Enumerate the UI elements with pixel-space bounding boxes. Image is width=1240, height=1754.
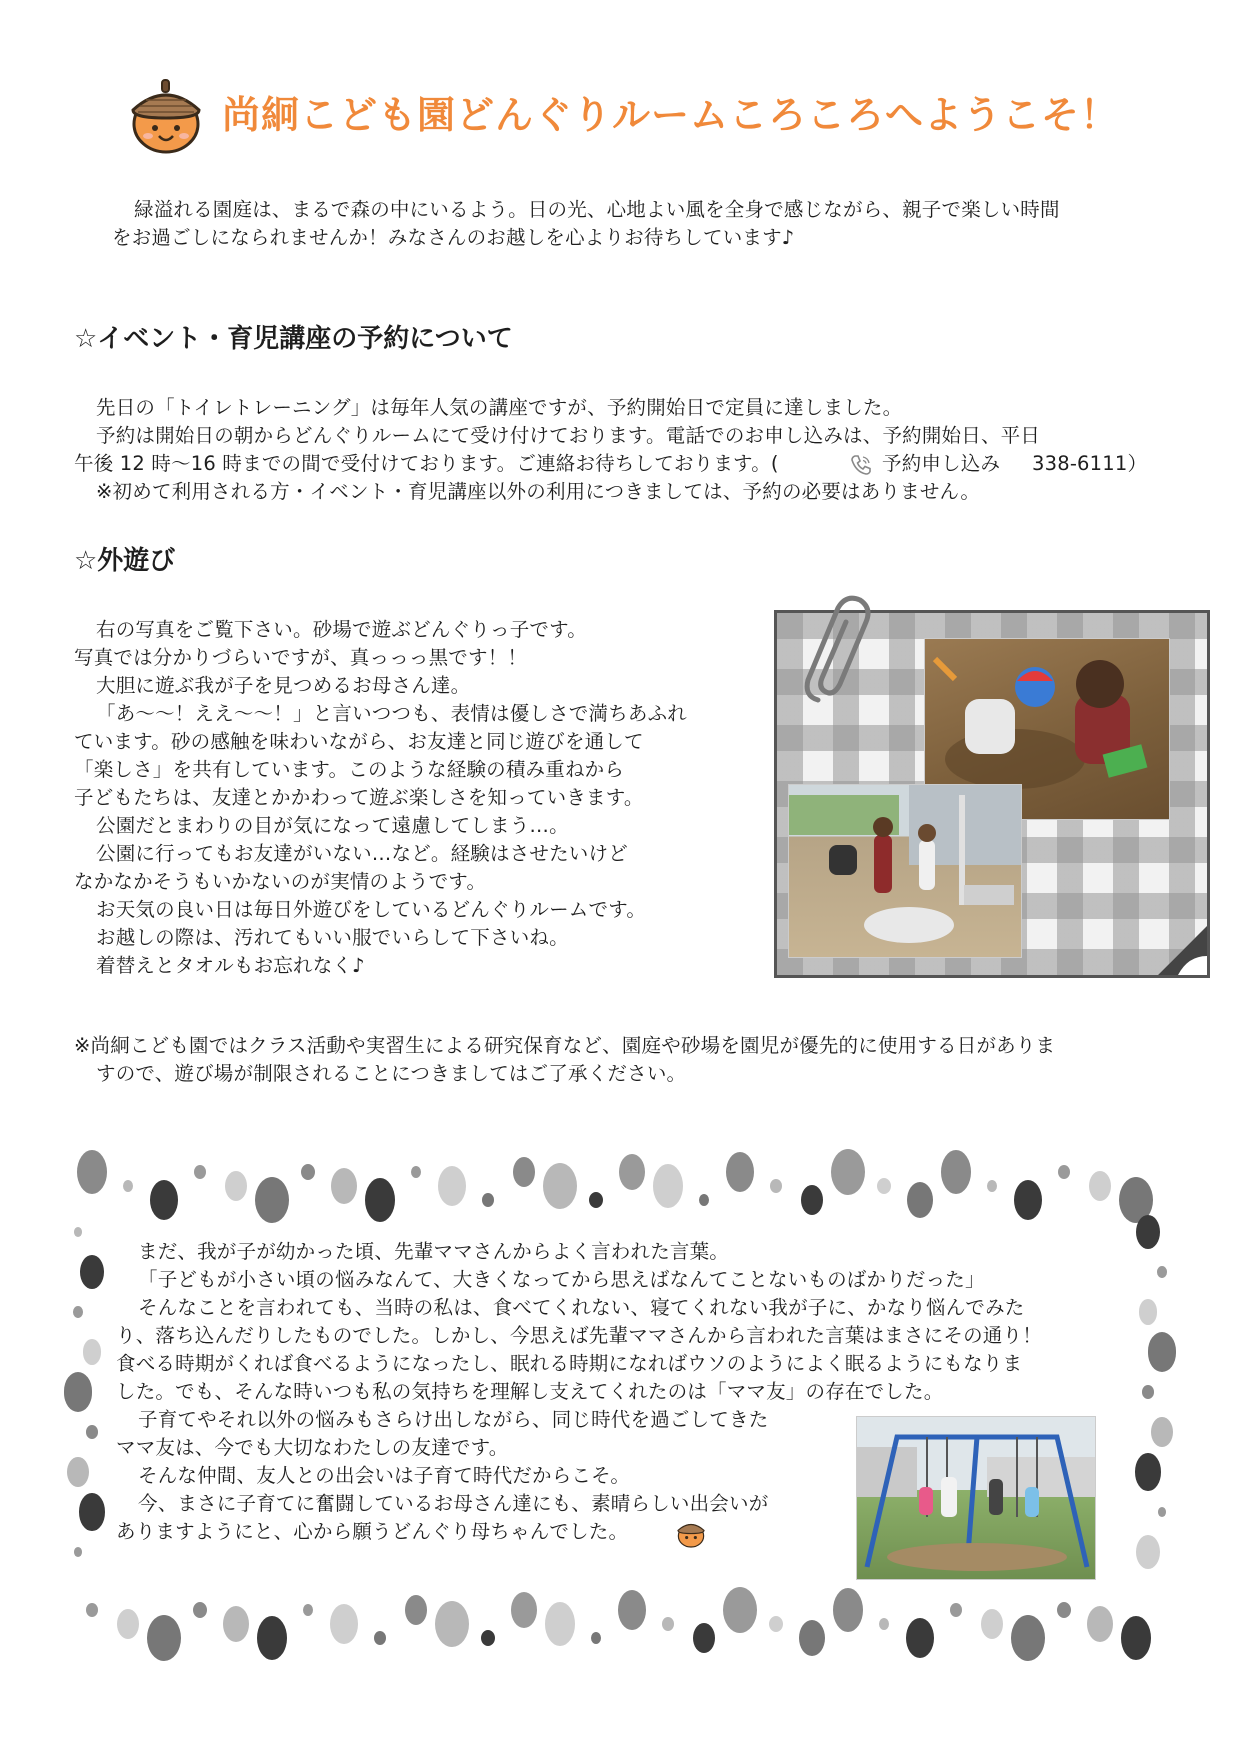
- frame-dot: [1136, 1215, 1160, 1249]
- frame-dot: [801, 1185, 823, 1215]
- frame-dot: [726, 1152, 754, 1192]
- frame-dot: [543, 1163, 577, 1209]
- phone-label: 予約申し込み: [882, 452, 1001, 475]
- frame-dot: [769, 1616, 783, 1632]
- frame-dot: [987, 1180, 997, 1192]
- outdoor-line: ています。砂の感触を味わいながら、お友達と同じ遊びを通して: [74, 730, 644, 753]
- frame-dot: [193, 1602, 207, 1618]
- frame-dot: [365, 1178, 395, 1222]
- frame-dot: [1148, 1332, 1177, 1371]
- essay-line: そんな仲間、友人との出会いは子育て時代だからこそ。: [138, 1464, 631, 1487]
- frame-dot: [1121, 1616, 1151, 1660]
- frame-dot: [150, 1180, 178, 1220]
- outdoor-line: 子どもたちは、友達とかかわって遊ぶ楽しさを知っていきます。: [74, 786, 644, 809]
- outdoor-line: お越しの際は、汚れてもいい服でいらして下さいね。: [96, 926, 569, 949]
- frame-dot: [877, 1178, 891, 1194]
- frame-dot: [693, 1623, 715, 1653]
- frame-dot: [1011, 1615, 1045, 1661]
- frame-dot: [123, 1180, 133, 1192]
- frame-dot: [77, 1150, 107, 1194]
- frame-dot: [1136, 1535, 1160, 1569]
- frame-dot: [257, 1616, 287, 1660]
- frame-dot: [1014, 1180, 1042, 1220]
- frame-dot: [1151, 1417, 1173, 1448]
- essay-line: 「子どもが小さい頃の悩みなんて、大きくなってから思えばなんてことないものばかりだった」: [138, 1268, 985, 1291]
- frame-dot: [981, 1609, 1003, 1639]
- frame-dot: [482, 1193, 494, 1207]
- playground-photo: [788, 784, 1022, 958]
- frame-dot: [906, 1618, 934, 1658]
- frame-dot: [662, 1617, 674, 1631]
- intro-line: をお過ごしになられませんか！みなさんのお越しを心よりお待ちしています♪: [112, 226, 795, 249]
- frame-dot: [67, 1457, 89, 1488]
- frame-dot: [1089, 1171, 1111, 1201]
- outdoor-line: 公園だとまわりの目が気になって遠慮してしまう…。: [96, 814, 569, 837]
- frame-dot: [1158, 1507, 1167, 1517]
- frame-dot: [799, 1620, 825, 1656]
- frame-dot: [653, 1164, 683, 1208]
- reservation-line: ※初めて利用される方・イベント・育児講座以外の利用につきましては、予約の必要はありません。: [96, 480, 981, 503]
- frame-dot: [619, 1154, 645, 1190]
- frame-dot: [723, 1587, 757, 1633]
- frame-dot: [941, 1150, 971, 1194]
- frame-dot: [80, 1255, 104, 1289]
- frame-dot: [481, 1630, 495, 1646]
- paperclip-icon: [800, 592, 880, 708]
- outdoor-line: 公園に行ってもお友達がいない…など。経験はさせたいけど: [96, 842, 628, 865]
- outdoor-line: 右の写真をご覧下さい。砂場で遊ぶどんぐりっ子です。: [96, 618, 587, 641]
- frame-dot: [589, 1192, 603, 1208]
- essay-line: そんなことを言われても、当時の私は、食べてくれない、寝てくれない我が子に、かなり悩んでみた: [138, 1296, 1025, 1319]
- frame-dot: [770, 1179, 782, 1193]
- frame-dot: [1139, 1299, 1158, 1325]
- page-title: 尚絅こども園どんぐりルームころころへようこそ！: [222, 93, 1120, 137]
- folded-corner-icon: [1158, 926, 1207, 975]
- frame-dot: [1135, 1453, 1161, 1490]
- frame-dot: [330, 1604, 358, 1644]
- frame-dot: [591, 1632, 601, 1644]
- swing-photo: [856, 1416, 1096, 1580]
- frame-dot: [1119, 1177, 1153, 1223]
- essay-line: 今、まさに子育てに奮闘しているお母さん達にも、素晴らしい出会いが: [138, 1492, 769, 1515]
- frame-dot: [699, 1194, 709, 1206]
- frame-dot: [86, 1425, 98, 1439]
- essay-line: まだ、我が子が幼かった頃、先輩ママさんからよく言われた言葉。: [138, 1240, 730, 1263]
- essay-line: ありますようにと、心から願うどんぐり母ちゃんでした。: [116, 1520, 629, 1543]
- frame-dot: [301, 1164, 315, 1180]
- frame-dot: [73, 1306, 83, 1318]
- frame-dot: [79, 1493, 105, 1530]
- frame-dot: [194, 1165, 206, 1179]
- reservation-line: 午後 12 時〜16 時までの間で受付けております。ご連絡お待ちしております。(: [74, 452, 779, 475]
- acorn-icon: [676, 1516, 706, 1548]
- frame-dot: [435, 1601, 469, 1647]
- phone-icon: [848, 452, 874, 478]
- frame-dot: [545, 1602, 575, 1646]
- frame-dot: [331, 1168, 357, 1204]
- outdoor-heading: ☆外遊び: [74, 546, 176, 576]
- outdoor-line: 「楽しさ」を共有しています。このような経験の積み重ねから: [74, 758, 625, 781]
- frame-dot: [405, 1595, 427, 1625]
- reservation-line: 先日の「トイレトレーニング」は毎年人気の講座ですが、予約開始日で定員に達しました。: [96, 396, 903, 419]
- outdoor-line: 着替えとタオルもお忘れなく♪: [96, 954, 365, 977]
- note-line: ※尚絅こども園ではクラス活動や実習生による研究保育など、園庭や砂場を園児が優先的に使用する日がありま: [74, 1034, 1056, 1057]
- frame-dot: [438, 1166, 466, 1206]
- frame-dot: [1058, 1165, 1070, 1179]
- frame-dot: [833, 1588, 863, 1632]
- frame-dot: [618, 1590, 646, 1630]
- frame-dot: [64, 1372, 93, 1411]
- frame-dot: [831, 1149, 865, 1195]
- frame-dot: [879, 1618, 889, 1630]
- frame-dot: [513, 1157, 535, 1187]
- frame-dot: [907, 1182, 933, 1218]
- frame-dot: [83, 1339, 102, 1365]
- frame-dot: [223, 1606, 249, 1642]
- frame-dot: [117, 1609, 139, 1639]
- outdoor-line: 大胆に遊ぶ我が子を見つめるお母さん達。: [96, 674, 471, 697]
- frame-dot: [411, 1166, 421, 1178]
- frame-dot: [511, 1592, 537, 1628]
- frame-dot: [74, 1547, 83, 1557]
- outdoor-line: なかなかそうもいかないのが実情のようです。: [74, 870, 487, 893]
- frame-dot: [86, 1603, 98, 1617]
- reservation-heading: ☆イベント・育児講座の予約について: [74, 324, 513, 354]
- frame-dot: [950, 1603, 962, 1617]
- frame-dot: [225, 1171, 247, 1201]
- frame-dot: [1087, 1606, 1113, 1642]
- essay-line: り、落ち込んだりしたものでした。しかし、今思えば先輩ママさんから言われた言葉はまさにその通り！: [116, 1324, 1042, 1347]
- intro-line: 緑溢れる園庭は、まるで森の中にいるよう。日の光、心地よい風を全身で感じながら、親子で楽しい時間: [134, 198, 1060, 221]
- essay-line: した。でも、そんな時いつも私の気持ちを理解し支えてくれたのは「ママ友」の存在でした。: [116, 1380, 944, 1403]
- frame-dot: [1142, 1385, 1154, 1399]
- phone-number: 338-6111）: [1032, 452, 1148, 475]
- frame-dot: [255, 1177, 289, 1223]
- frame-dot: [303, 1604, 313, 1616]
- frame-dot: [74, 1227, 83, 1237]
- frame-dot: [374, 1631, 386, 1645]
- reservation-line: 予約は開始日の朝からどんぐりルームにて受け付けております。電話でのお申し込みは、予約開始日、平日: [96, 424, 1041, 447]
- essay-line: ママ友は、今でも大切なわたしの友達です。: [116, 1436, 509, 1459]
- frame-dot: [1157, 1266, 1167, 1278]
- frame-dot: [147, 1615, 181, 1661]
- essay-line: 子育てやそれ以外の悩みもさらけ出しながら、同じ時代を過ごしてきた: [138, 1408, 769, 1431]
- frame-dot: [1057, 1602, 1071, 1618]
- note-line: すので、遊び場が制限されることにつきましてはご了承ください。: [96, 1062, 687, 1085]
- essay-line: 食べる時期がくれば食べるようになったし、眠れる時期になればウソのようによく眠るようにもなりま: [116, 1352, 1023, 1375]
- outdoor-line: 「あ〜〜！ええ〜〜！」と言いつつも、表情は優しさで満ちあふれ: [96, 702, 688, 725]
- outdoor-line: 写真では分かりづらいですが、真っっっ黒です！！: [74, 646, 528, 669]
- outdoor-line: お天気の良い日は毎日外遊びをしているどんぐりルームです。: [96, 898, 647, 921]
- acorn-icon: [128, 74, 204, 154]
